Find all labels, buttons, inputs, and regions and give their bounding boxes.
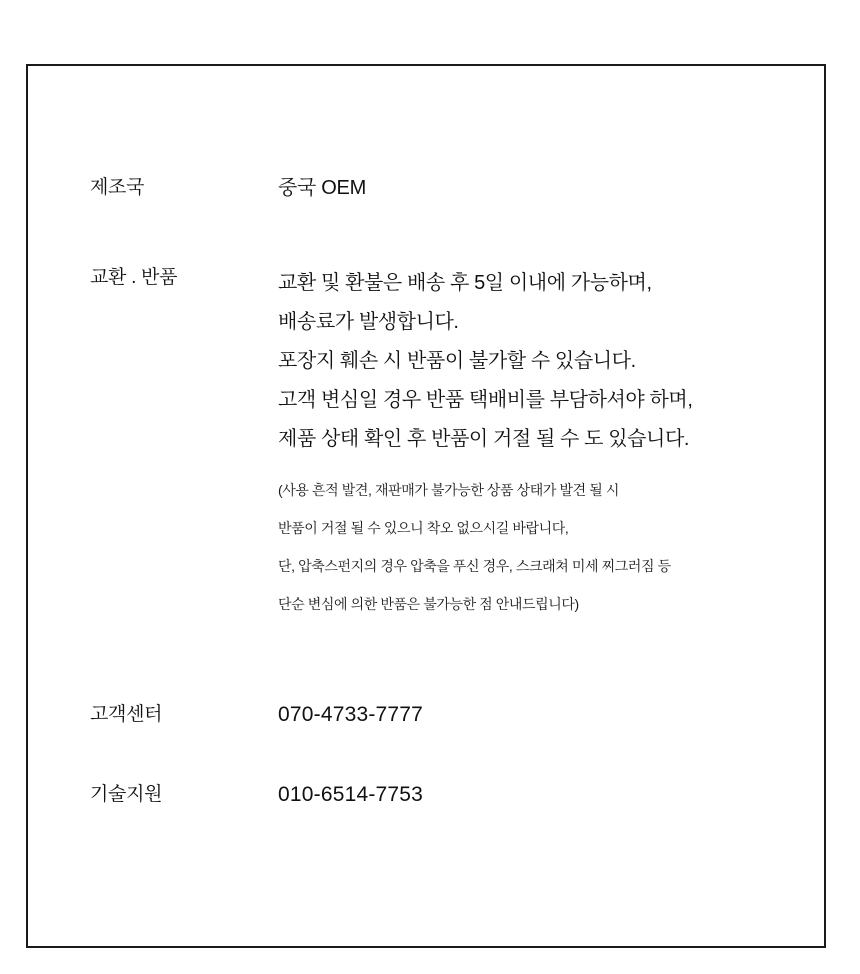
spec-value-origin: 중국 OEM	[278, 177, 366, 199]
return-policy-line: 제품 상태 확인 후 반품이 거절 될 수 도 있습니다.	[278, 428, 690, 450]
spec-value-exchange-return	[278, 264, 790, 623]
return-note-line: (사용 흔적 발견, 재판매가 불가능한 상품 상태가 발견 될 시	[278, 482, 620, 498]
spec-label-customer-center: 고객센터	[90, 704, 163, 725]
return-policy-line: 배송료가 발생합니다.	[278, 311, 459, 333]
spec-value-customer-center-phone: 070-4733-7777	[278, 703, 424, 726]
return-policy-line: 교환 및 환불은 배송 후 5일 이내에 가능하며,	[278, 272, 652, 294]
product-info-card	[26, 64, 826, 948]
spec-label-tech-support: 기술지원	[90, 784, 163, 805]
spec-row-tech-support	[90, 781, 790, 809]
return-policy-note	[278, 471, 790, 623]
spec-row-origin	[90, 174, 790, 202]
spec-value-tech-support-phone: 010-6514-7753	[278, 783, 424, 806]
return-note-line: 단순 변심에 의한 반품은 불가능한 점 안내드립니다)	[278, 596, 579, 612]
return-policy-line: 포장지 훼손 시 반품이 불가할 수 있습니다.	[278, 350, 636, 372]
spec-row-customer-center	[90, 701, 790, 729]
return-note-line: 반품이 거절 될 수 있으니 착오 없으시길 바랍니다,	[278, 520, 569, 536]
return-note-line: 단, 압축스펀지의 경우 압축을 푸신 경우, 스크래쳐 미세 찌그러짐 등	[278, 558, 671, 574]
spec-row-exchange-return	[90, 264, 790, 623]
spec-label-exchange-return: 교환 . 반품	[90, 267, 178, 288]
spec-table	[90, 174, 790, 809]
return-policy-line: 고객 변심일 경우 반품 택배비를 부담하셔야 하며,	[278, 389, 693, 411]
spec-label-origin: 제조국	[90, 177, 145, 198]
